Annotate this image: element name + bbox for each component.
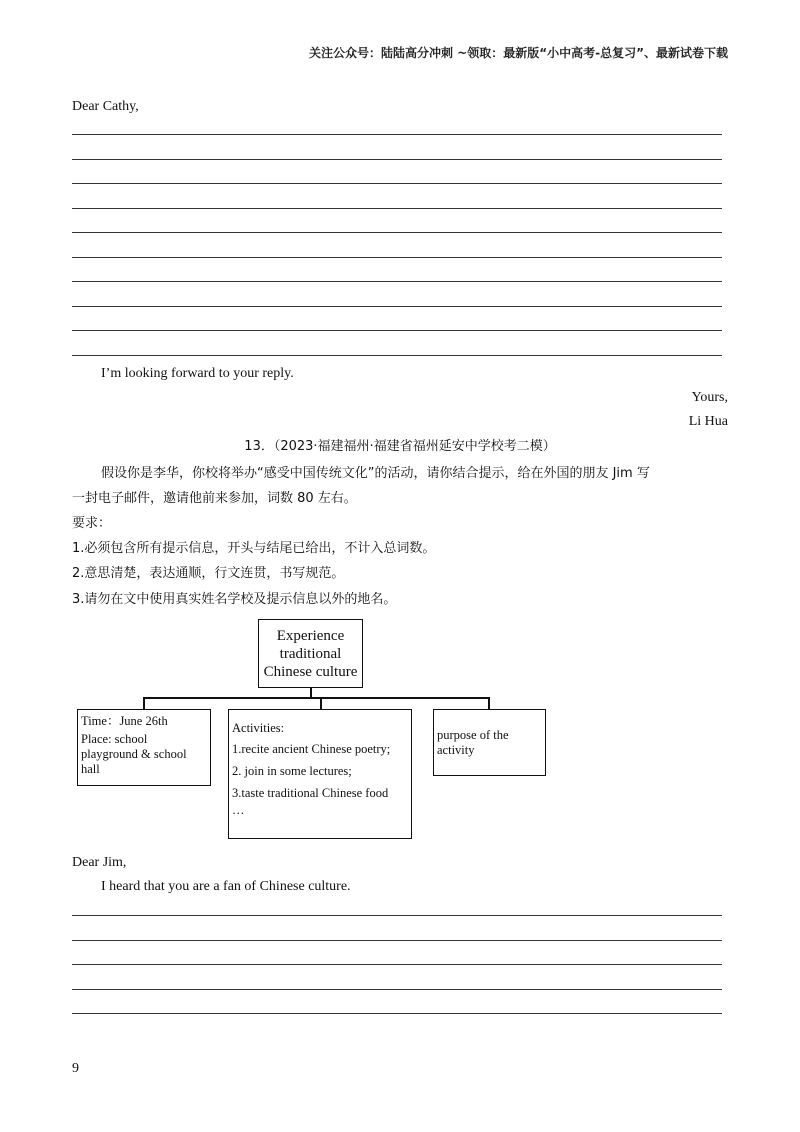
writing-line — [72, 330, 722, 331]
writing-line — [72, 159, 722, 160]
letter1-sign-off: Yours, — [691, 390, 728, 405]
diagram-root-line: Chinese culture — [263, 664, 358, 680]
diagram-box-line: Place: school — [81, 732, 148, 746]
letter2-opening-line: I heard that you are a fan of Chinese culture. — [101, 879, 351, 894]
requirement-item: 1.必须包含所有提示信息，开头与结尾已给出，不计入总词数。 — [72, 541, 436, 556]
letter1-signature: Li Hua — [688, 414, 728, 429]
diagram-connector — [320, 697, 322, 709]
prompt-line-2: 一封电子邮件，邀请他前来参加，词数 80 左右。 — [72, 491, 357, 506]
writing-line — [72, 306, 722, 307]
writing-line — [72, 915, 722, 916]
diagram-purpose-box — [433, 709, 546, 776]
diagram-box-line: activity — [437, 743, 475, 757]
diagram-box-line: Time：June 26th — [81, 714, 168, 728]
diagram-time-place-box — [77, 709, 211, 786]
writing-line — [72, 257, 722, 258]
writing-line — [72, 355, 722, 356]
diagram-root-line: Experience — [276, 628, 345, 644]
diagram-root-line: traditional — [279, 646, 342, 662]
question-heading: 13．（2023·福建福州·福建省福州延安中学校考二模） — [244, 439, 556, 454]
diagram-root-box — [258, 619, 363, 688]
requirements-label: 要求： — [72, 516, 112, 531]
letter1-closing-line: I’m looking forward to your reply. — [101, 366, 294, 381]
diagram-box-line: playground & school — [81, 747, 187, 761]
diagram-connector — [143, 697, 489, 699]
requirement-item: 3.请勿在文中使用真实姓名学校及提示信息以外的地名。 — [72, 592, 397, 607]
requirement-item: 2.意思清楚，表达通顺，行文连贯，书写规范。 — [72, 566, 345, 581]
diagram-box-line: … — [232, 803, 245, 817]
writing-line — [72, 134, 722, 135]
writing-line — [72, 940, 722, 941]
writing-line — [72, 1013, 722, 1014]
page-number: 9 — [72, 1061, 79, 1076]
letter1-salutation: Dear Cathy, — [72, 99, 139, 114]
writing-line — [72, 208, 722, 209]
diagram-box-line: purpose of the — [437, 728, 509, 742]
diagram-box-line: Activities: — [232, 721, 285, 735]
diagram-box-line: hall — [81, 762, 100, 776]
diagram-box-line: 3.taste traditional Chinese food — [232, 786, 389, 800]
diagram-box-line: 1.recite ancient Chinese poetry; — [232, 742, 391, 756]
diagram-connector — [143, 697, 145, 709]
diagram-box-line: 2. join in some lectures; — [232, 764, 352, 778]
prompt-line-1: 假设你是李华，你校将举办“感受中国传统文化”的活动，请你结合提示，给在外国的朋友 Jim 写 — [101, 466, 650, 481]
header-note: 关注公众号：陆陆高分冲刺 ~领取：最新版“小中高考-总复习”、最新试卷下载 — [309, 46, 728, 60]
diagram-activities-box — [228, 709, 412, 839]
writing-line — [72, 281, 722, 282]
letter2-salutation: Dear Jim, — [72, 855, 127, 870]
writing-line — [72, 989, 722, 990]
writing-line — [72, 964, 722, 965]
writing-line — [72, 183, 722, 184]
diagram-connector — [488, 697, 490, 709]
writing-line — [72, 232, 722, 233]
